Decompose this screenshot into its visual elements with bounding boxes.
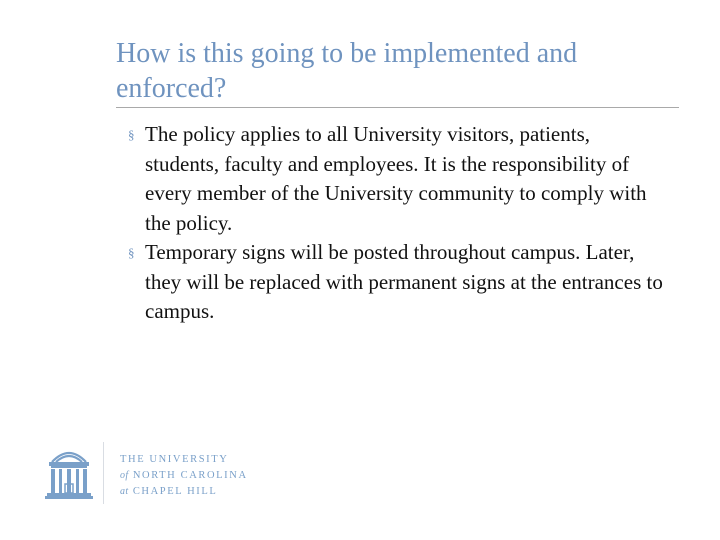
logo-line-2: of NORTH CAROLINA xyxy=(120,470,248,481)
slide-title: How is this going to be implemented and enforced? xyxy=(116,38,578,104)
bullet-text: Temporary signs will be posted throughout campus. Later, they will be replaced with permanent signs at the entrances to campus. xyxy=(145,240,663,323)
logo-divider xyxy=(103,442,104,504)
bullet-item xyxy=(126,238,666,327)
old-well-icon xyxy=(44,444,94,502)
logo-line-3: at CHAPEL HILL xyxy=(120,486,218,497)
title-divider xyxy=(116,107,679,108)
bullet-item xyxy=(126,120,666,238)
university-logo xyxy=(44,442,274,504)
logo-wordmark xyxy=(120,452,248,500)
bullet-marker: § xyxy=(128,245,135,260)
bullet-text: The policy applies to all University visitors, patients, students, faculty and employees. It is the responsibility of every member of the University community to comply with the policy. xyxy=(145,122,647,235)
logo-line-1: THE UNIVERSITY xyxy=(120,454,229,465)
bullet-list xyxy=(126,120,666,327)
bullet-marker: § xyxy=(128,127,135,142)
